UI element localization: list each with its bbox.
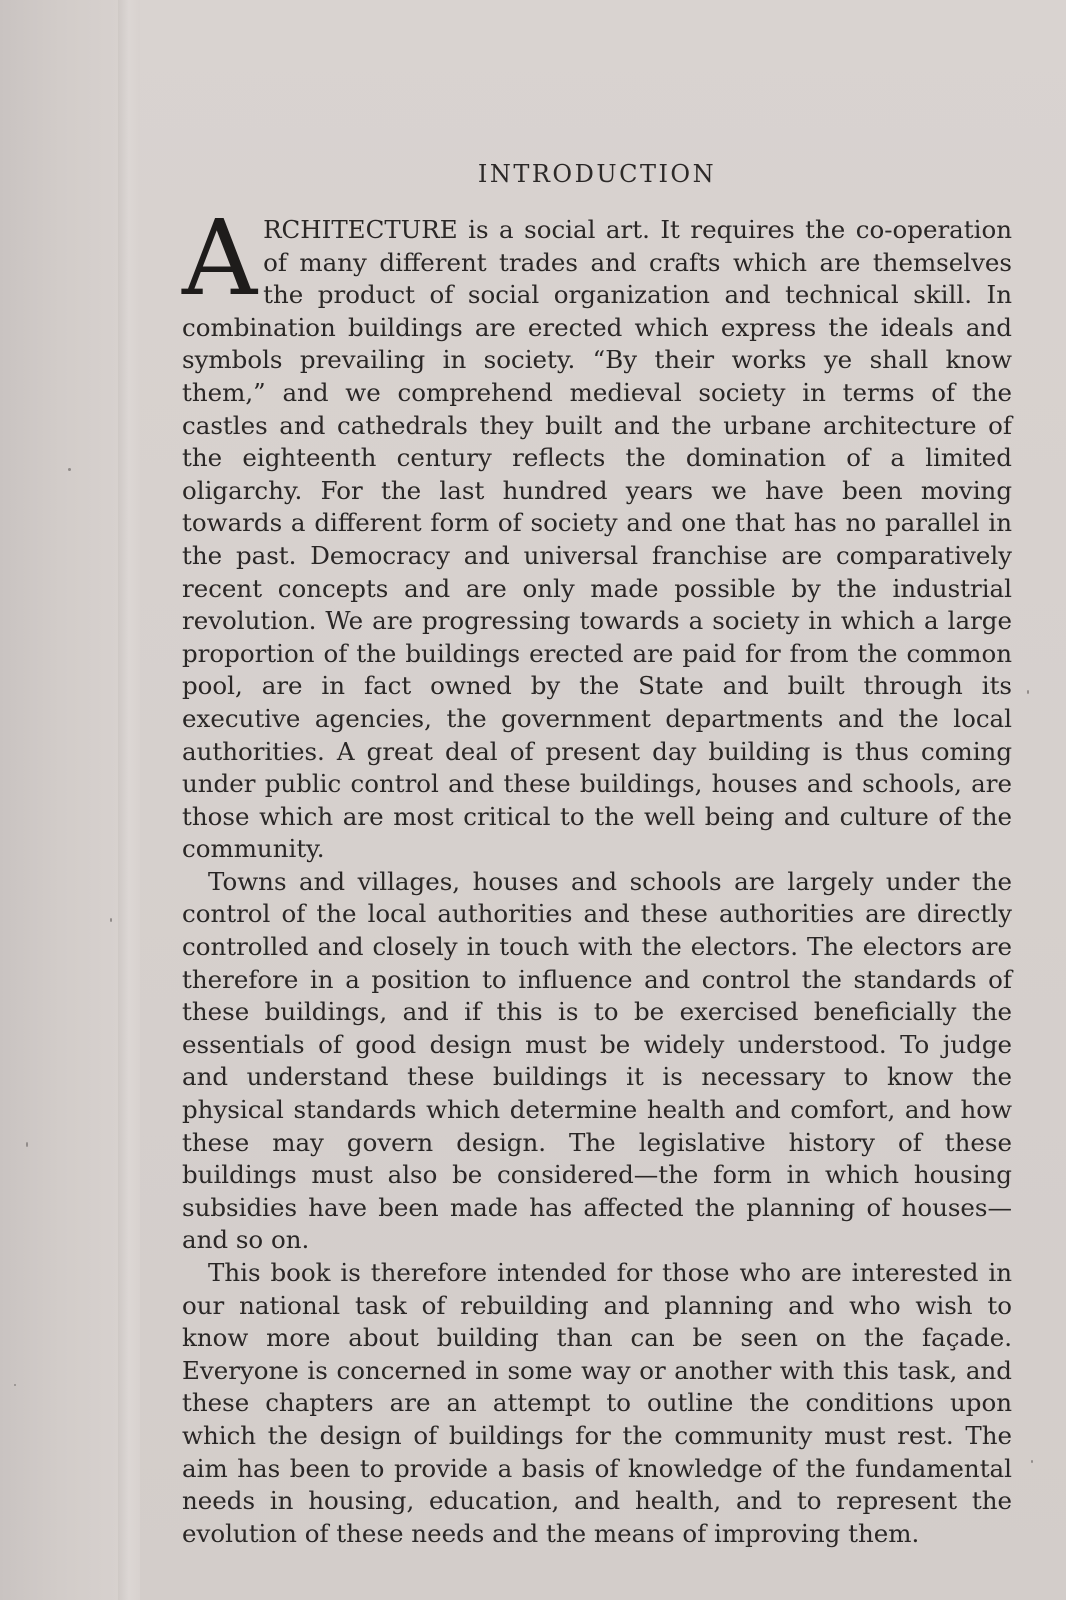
paper-speck <box>1027 690 1029 694</box>
page-content <box>182 160 1012 1550</box>
paper-speck <box>26 1142 28 1147</box>
paragraph-1 <box>182 197 1012 866</box>
paragraph-1-text: RCHITECTURE is a social art. It requires the co-operation of many different trades and crafts which are themselves the product of social organization and technical skill. In combination buildings are erected which express the ideals and symbols prevailing in society. “By their works ye shall know them,” and we comprehend medieval society in terms of the castles and cathedrals they built and the urbane architecture of the eighteenth century reflects the domination of a limited oligarchy. For the last hundred years we have been moving towards a different form of society and one that has no parallel in the past. Democracy and universal franchise are comparatively recent concepts and are only made possible by the industrial revolution. We are progressing towards a society in which a large proportion of the buildings erected are paid for from the common pool, are in fact owned by the State and built through its executive agencies, the government departments and the local authorities. A great deal of present day building is thus coming under public control and these buildings, houses and schools, are those which are most critical to the well being and culture of the community. <box>182 215 1012 864</box>
drop-cap: A <box>182 197 258 319</box>
paper-speck <box>68 468 71 471</box>
paper-speck <box>14 1384 16 1386</box>
paper-speck <box>110 918 112 922</box>
paper-speck <box>1031 1460 1033 1463</box>
chapter-heading: INTRODUCTION <box>477 160 717 188</box>
paragraph-3: This book is therefore intended for those who are interested in our national task of rebuilding and planning and who wish to know more about building than can be seen on the façade. Everyone is concerned in some way or another with this task, and these chapters are an attempt to outline the conditions upon which the design of buildings for the community must rest. The aim has been to provide a basis of knowledge of the fundamental needs in housing, education, and health, and to represent the evolution of these needs and the means of improving them. <box>182 1258 1012 1548</box>
paragraph-2: Towns and villages, houses and schools are largely under the control of the local authorities and these authorities are directly controlled and closely in touch with the electors. The electors are therefore in a position to influence and control the standards of these buildings, and if this is to be exercised beneficially the essentials of good design must be widely understood. To judge and understand these buildings it is necessary to know the physical standards which determine health and comfort, and how these may govern design. The legislative history of these buildings must also be considered—the form in which housing subsidies have been made has affected the planning of houses—and so on. <box>182 866 1012 1255</box>
page-gutter-edge <box>118 0 140 1600</box>
